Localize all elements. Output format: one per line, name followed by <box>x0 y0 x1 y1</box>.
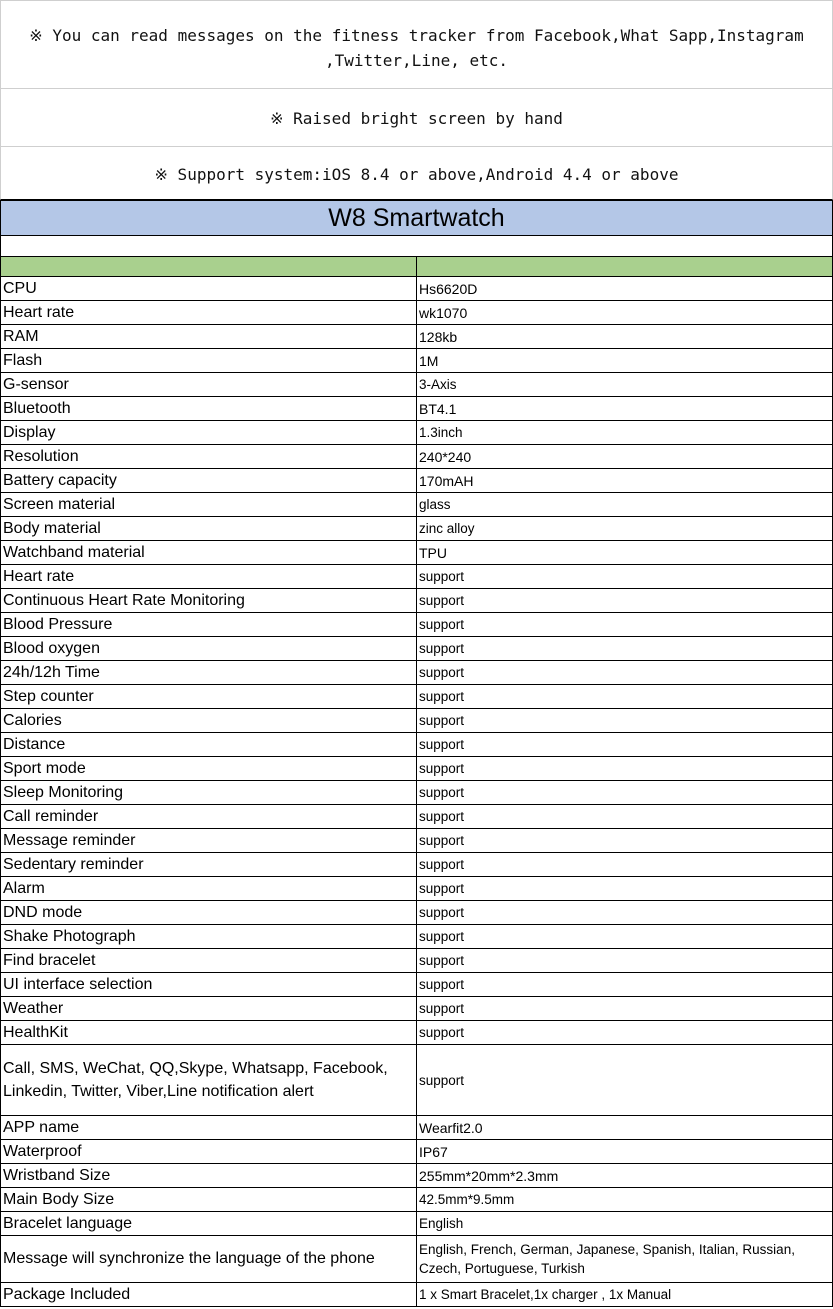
table-row <box>1 949 833 973</box>
note-raise-screen <box>0 89 833 147</box>
spec-value: 1.3inch <box>417 421 833 445</box>
spec-value: support <box>417 949 833 973</box>
spec-value: 128kb <box>417 325 833 349</box>
spec-label: Bracelet language <box>1 1212 417 1236</box>
spec-value: 170mAH <box>417 469 833 493</box>
table-row <box>1 1021 833 1045</box>
spec-value: support <box>417 685 833 709</box>
spec-value: 3-Axis <box>417 373 833 397</box>
table-row <box>1 757 833 781</box>
spec-label: Alarm <box>1 877 417 901</box>
table-row <box>1 1045 833 1116</box>
note-messages <box>0 0 833 89</box>
spec-value: support <box>417 565 833 589</box>
table-row <box>1 613 833 637</box>
table-row <box>1 853 833 877</box>
spec-label: Waterproof <box>1 1140 417 1164</box>
spec-value: support <box>417 1021 833 1045</box>
spec-label: Sedentary reminder <box>1 853 417 877</box>
spec-label: Wristband Size <box>1 1164 417 1188</box>
spec-value: support <box>417 589 833 613</box>
spec-blank-row <box>1 236 833 257</box>
table-row <box>1 1140 833 1164</box>
table-row <box>1 493 833 517</box>
table-row <box>1 661 833 685</box>
table-row <box>1 997 833 1021</box>
table-row <box>1 877 833 901</box>
spec-value: 240*240 <box>417 445 833 469</box>
table-row <box>1 421 833 445</box>
table-row <box>1 325 833 349</box>
spec-header-row <box>1 257 833 277</box>
spec-label: Battery capacity <box>1 469 417 493</box>
spec-label: RAM <box>1 325 417 349</box>
spec-value: support <box>417 925 833 949</box>
spec-label: Blood Pressure <box>1 613 417 637</box>
spec-value: zinc alloy <box>417 517 833 541</box>
spec-label: Heart rate <box>1 565 417 589</box>
spec-header-value <box>417 257 833 277</box>
spec-label: Body material <box>1 517 417 541</box>
spec-label: Find bracelet <box>1 949 417 973</box>
spec-value: support <box>417 733 833 757</box>
table-row <box>1 397 833 421</box>
spec-value: support <box>417 613 833 637</box>
spec-label: Sleep Monitoring <box>1 781 417 805</box>
spec-value: 42.5mm*9.5mm <box>417 1188 833 1212</box>
spec-label: DND mode <box>1 901 417 925</box>
note-support-system-text: ※ Support system:iOS 8.4 or above,Android 4.4 or above <box>154 165 679 184</box>
spec-label: HealthKit <box>1 1021 417 1045</box>
note-raise-screen-text: ※ Raised bright screen by hand <box>270 109 563 128</box>
table-row <box>1 469 833 493</box>
spec-value: TPU <box>417 541 833 565</box>
spec-label: Sport mode <box>1 757 417 781</box>
note-support-system <box>0 147 833 200</box>
spec-value: English, French, German, Japanese, Spanish, Italian, Russian, Czech, Portuguese, Turkish <box>417 1236 833 1283</box>
spec-value: support <box>417 805 833 829</box>
spec-value: support <box>417 853 833 877</box>
table-row <box>1 709 833 733</box>
spec-value: support <box>417 997 833 1021</box>
spec-label: Main Body Size <box>1 1188 417 1212</box>
spec-value: IP67 <box>417 1140 833 1164</box>
spec-value: English <box>417 1212 833 1236</box>
table-row <box>1 1164 833 1188</box>
spec-label: UI interface selection <box>1 973 417 997</box>
table-row <box>1 1116 833 1140</box>
spec-label: Calories <box>1 709 417 733</box>
spec-label: Screen material <box>1 493 417 517</box>
table-row <box>1 277 833 301</box>
spec-value: support <box>417 781 833 805</box>
table-row <box>1 301 833 325</box>
table-row <box>1 589 833 613</box>
spec-value: support <box>417 637 833 661</box>
spec-value: support <box>417 757 833 781</box>
spec-value: support <box>417 877 833 901</box>
note-messages-line1: ※ You can read messages on the fitness tracker from Facebook,What Sapp,Instagram <box>29 26 804 45</box>
spec-value: support <box>417 661 833 685</box>
spec-label: Weather <box>1 997 417 1021</box>
spec-value: glass <box>417 493 833 517</box>
table-row <box>1 973 833 997</box>
spec-title: W8 Smartwatch <box>1 201 833 236</box>
spec-label: Shake Photograph <box>1 925 417 949</box>
table-row <box>1 1236 833 1283</box>
table-row <box>1 1188 833 1212</box>
spec-value: 255mm*20mm*2.3mm <box>417 1164 833 1188</box>
table-row <box>1 781 833 805</box>
table-row <box>1 541 833 565</box>
spec-label: APP name <box>1 1116 417 1140</box>
spec-table <box>0 200 833 1307</box>
spec-label: Package Included <box>1 1283 417 1307</box>
spec-label: Bluetooth <box>1 397 417 421</box>
spec-label: Continuous Heart Rate Monitoring <box>1 589 417 613</box>
table-row <box>1 445 833 469</box>
spec-label: Call, SMS, WeChat, QQ,Skype, Whatsapp, Facebook, Linkedin, Twitter, Viber,Line notification alert <box>1 1045 417 1116</box>
spec-value: support <box>417 709 833 733</box>
table-row <box>1 517 833 541</box>
spec-value: wk1070 <box>417 301 833 325</box>
spec-value: 1M <box>417 349 833 373</box>
spec-header-label <box>1 257 417 277</box>
table-row <box>1 1212 833 1236</box>
note-messages-line2: ,Twitter,Line, etc. <box>324 51 509 70</box>
spec-value: Wearfit2.0 <box>417 1116 833 1140</box>
table-row <box>1 637 833 661</box>
spec-value: support <box>417 1045 833 1116</box>
table-row <box>1 565 833 589</box>
spec-label: Resolution <box>1 445 417 469</box>
spec-value: BT4.1 <box>417 397 833 421</box>
spec-label: Heart rate <box>1 301 417 325</box>
feature-notes <box>0 0 833 200</box>
spec-label: Display <box>1 421 417 445</box>
spec-label: Message will synchronize the language of the phone <box>1 1236 417 1283</box>
spec-label: Message reminder <box>1 829 417 853</box>
spec-label: Watchband material <box>1 541 417 565</box>
spec-label: Distance <box>1 733 417 757</box>
table-row <box>1 925 833 949</box>
spec-label: Call reminder <box>1 805 417 829</box>
table-row <box>1 685 833 709</box>
table-row <box>1 901 833 925</box>
spec-label: G-sensor <box>1 373 417 397</box>
spec-label: Flash <box>1 349 417 373</box>
table-row <box>1 1283 833 1307</box>
spec-value: support <box>417 829 833 853</box>
spec-label: CPU <box>1 277 417 301</box>
spec-value: 1 x Smart Bracelet,1x charger , 1x Manual <box>417 1283 833 1307</box>
spec-label: 24h/12h Time <box>1 661 417 685</box>
table-row <box>1 373 833 397</box>
table-row <box>1 349 833 373</box>
table-row <box>1 805 833 829</box>
spec-value: support <box>417 973 833 997</box>
spec-label: Blood oxygen <box>1 637 417 661</box>
spec-title-row <box>1 201 833 236</box>
spec-label: Step counter <box>1 685 417 709</box>
table-row <box>1 733 833 757</box>
spec-value: Hs6620D <box>417 277 833 301</box>
table-row <box>1 829 833 853</box>
spec-value: support <box>417 901 833 925</box>
